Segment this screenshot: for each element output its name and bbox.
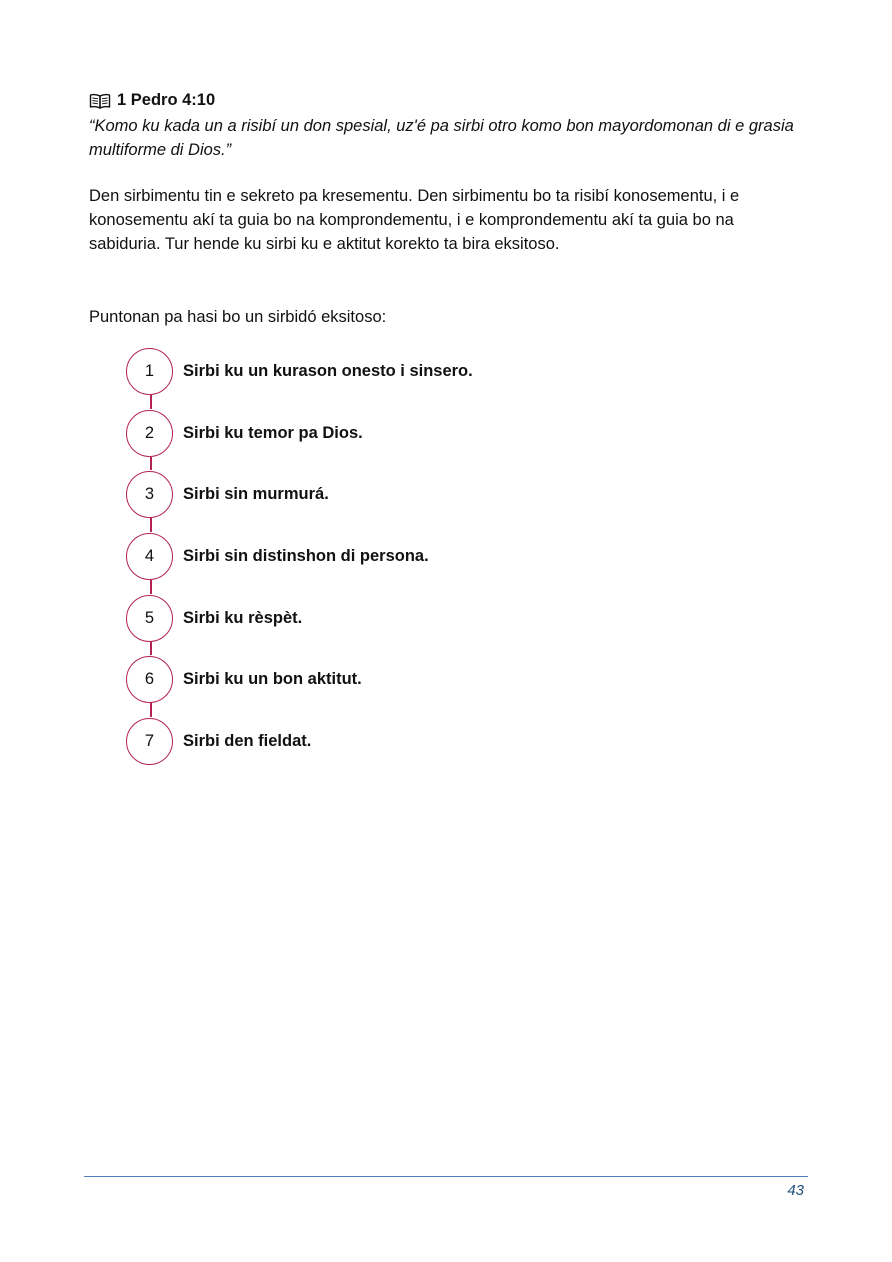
- step-item-4: [126, 532, 429, 580]
- step-number: 7: [126, 718, 173, 765]
- open-book-icon: [89, 93, 111, 109]
- step-connector: [150, 457, 152, 470]
- footer-divider: [84, 1176, 808, 1177]
- step-number: 5: [126, 595, 173, 642]
- step-label: Sirbi sin distinshon di persona.: [183, 546, 429, 565]
- page-number: 43: [787, 1182, 804, 1199]
- step-connector: [150, 642, 152, 655]
- step-connector: [150, 518, 152, 532]
- step-label: Sirbi den fieldat.: [183, 731, 312, 750]
- step-connector: [150, 703, 152, 717]
- verse-reference: [89, 91, 215, 110]
- step-label: Sirbi ku un bon aktitut.: [183, 669, 362, 688]
- step-connector: [150, 580, 152, 594]
- step-label: Sirbi sin murmurá.: [183, 484, 329, 503]
- step-number: 1: [126, 348, 173, 395]
- step-label: Sirbi ku temor pa Dios.: [183, 423, 363, 442]
- step-label: Sirbi ku un kurason onesto i sinsero.: [183, 361, 473, 380]
- step-item-7: [126, 717, 311, 765]
- steps-list: [126, 347, 726, 767]
- step-label: Sirbi ku rèspèt.: [183, 608, 303, 627]
- body-paragraph: Den sirbimentu tin e sekreto pa kresementu. Den sirbimentu bo ta risibí konosementu, i e konosementu akí ta guia bo na komprondementu, i e komprondementu akí ta guia bo na sabiduria. Tur hende ku sirbi ku e aktitut korekto ta bira eksitoso.: [89, 187, 740, 253]
- step-item-6: [126, 655, 362, 703]
- steps-intro: Puntonan pa hasi bo un sirbidó eksitoso:: [89, 308, 387, 326]
- verse-quote: “Komo ku kada un a risibí un don spesial, uz'é pa sirbi otro komo bon mayordomonan di e grasia multiforme di Dios.”: [89, 117, 794, 159]
- step-number: 3: [126, 471, 173, 518]
- step-item-2: [126, 409, 363, 457]
- step-connector: [150, 395, 152, 409]
- step-item-5: [126, 594, 302, 642]
- step-item-1: [126, 347, 473, 395]
- verse-reference-text: 1 Pedro 4:10: [117, 91, 216, 109]
- step-number: 2: [126, 410, 173, 457]
- step-number: 6: [126, 656, 173, 703]
- step-number: 4: [126, 533, 173, 580]
- step-item-3: [126, 470, 329, 518]
